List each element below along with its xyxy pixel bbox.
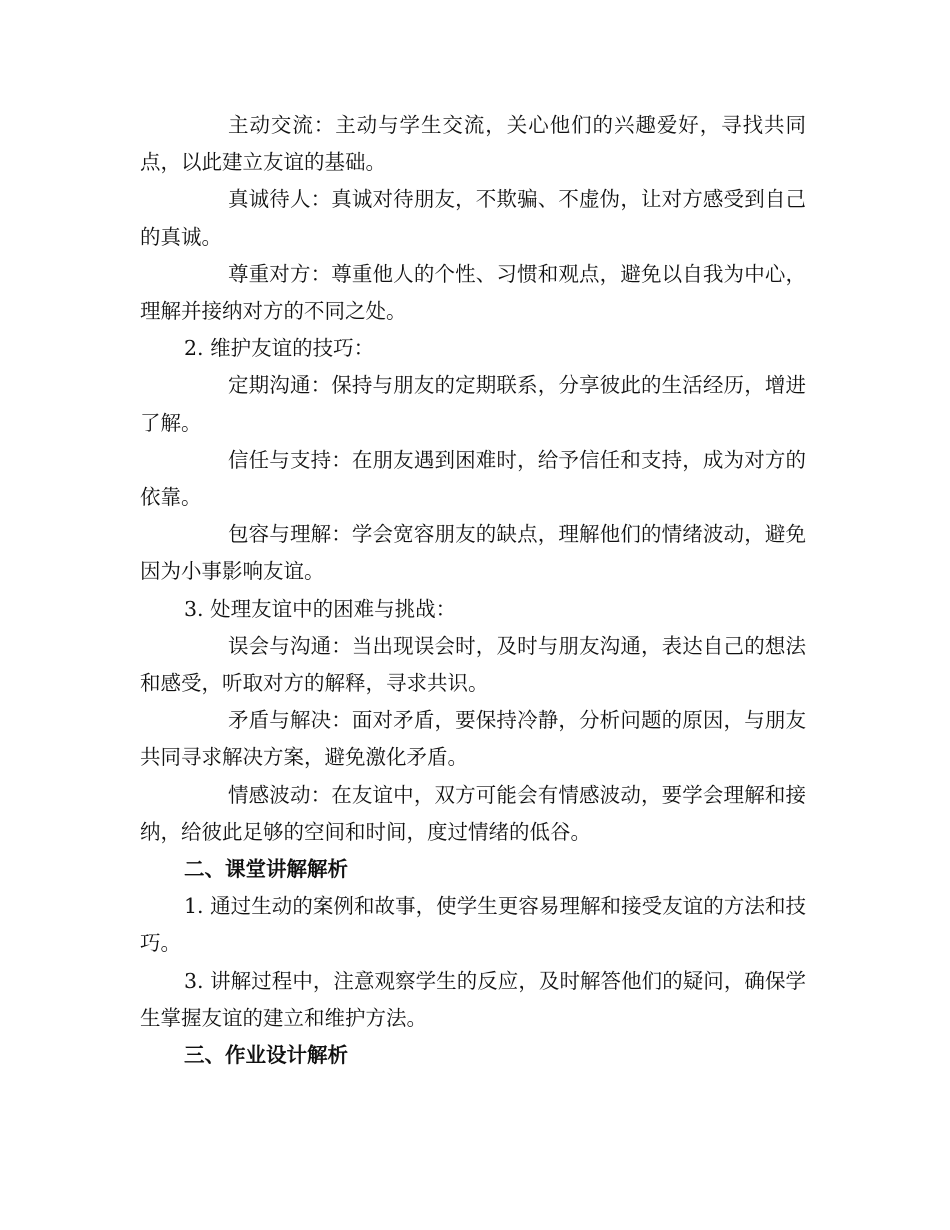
list-item-handle-difficulties: 3. 处理友谊中的困难与挑战：: [184, 596, 457, 621]
list-item-observe-students: 3. 讲解过程中，注意观察学生的反应，及时解答他们的疑问，确保学生掌握友谊的建立和维护方法。: [140, 968, 806, 1030]
section-heading-homework: 三、作业设计解析: [184, 1043, 348, 1068]
paragraph-active-communication: 主动交流：主动与学生交流，关心他们的兴趣爱好，寻找共同点，以此建立友谊的基础。: [140, 113, 806, 175]
paragraph-sincere-treatment: 真诚待人：真诚对待朋友，不欺骗、不虚伪，让对方感受到自己的真诚。: [140, 187, 806, 249]
paragraph-misunderstanding: 误会与沟通：当出现误会时，及时与朋友沟通，表达自己的想法和感受，听取对方的解释，寻求共识。: [140, 633, 806, 696]
list-item-cases-stories: 1. 通过生动的案例和故事，使学生更容易理解和接受友谊的方法和技巧。: [140, 894, 806, 956]
paragraph-regular-communication: 定期沟通：保持与朋友的定期联系，分享彼此的生活经历，增进了解。: [140, 373, 806, 435]
paragraph-emotional-fluctuation: 情感波动：在友谊中，双方可能会有情感波动，要学会理解和接纳，给彼此足够的空间和时间，度过情绪的低谷。: [140, 782, 806, 844]
section-heading-classroom: 二、课堂讲解解析: [184, 857, 348, 882]
paragraph-conflict-resolution: 矛盾与解决：面对矛盾，要保持冷静，分析问题的原因，与朋友共同寻求解决方案，避免激化矛盾。: [140, 708, 806, 770]
paragraph-respect-others: 尊重对方：尊重他人的个性、习惯和观点，避免以自我为中心，理解并接纳对方的不同之处。: [140, 261, 806, 324]
list-item-maintain-friendship: 2. 维护友谊的技巧：: [184, 336, 375, 361]
paragraph-tolerance-understanding: 包容与理解：学会宽容朋友的缺点，理解他们的情绪波动，避免因为小事影响友谊。: [140, 522, 806, 584]
paragraph-trust-support: 信任与支持：在朋友遇到困难时，给予信任和支持，成为对方的依靠。: [140, 447, 806, 510]
document-body: [140, 107, 806, 1074]
